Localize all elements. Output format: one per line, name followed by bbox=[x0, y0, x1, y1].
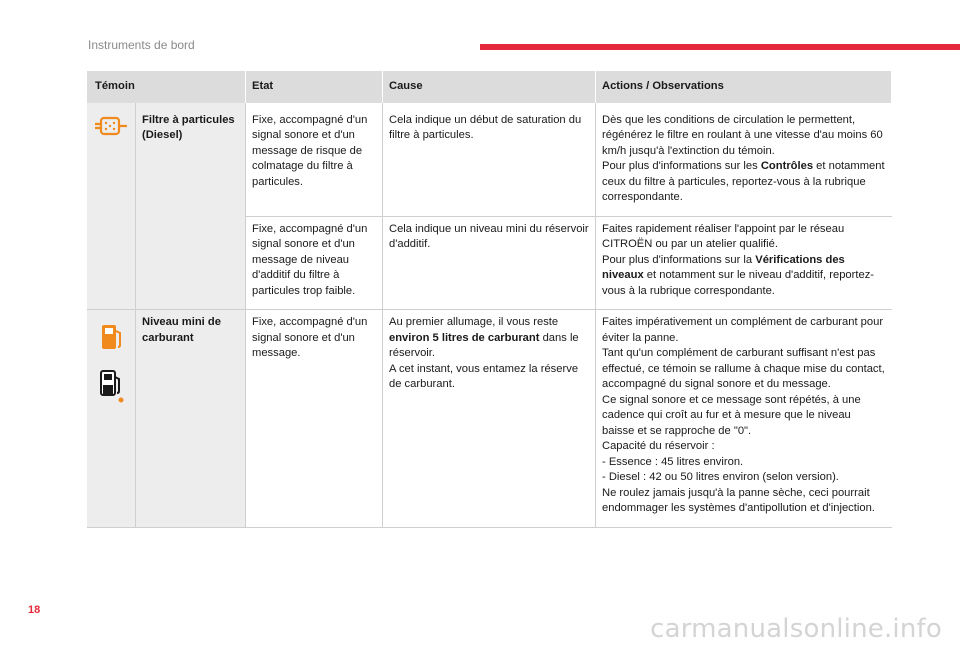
action-text: - Diesel : 42 ou 50 litres environ (selon version). bbox=[602, 471, 839, 483]
cause-text: dans le réservoir. bbox=[389, 331, 579, 359]
cause-cell: Cela indique un début de saturation du filtre à particules. bbox=[383, 103, 596, 217]
cause-text: Au premier allumage, il vous reste bbox=[389, 316, 559, 328]
action-text: Pour plus d'informations sur la bbox=[602, 253, 756, 266]
cause-cell bbox=[383, 310, 596, 528]
action-text: Faites impérativement un complément de carburant pour éviter la panne. bbox=[602, 316, 884, 344]
etat-cell: Fixe, accompagné d'un signal sonore et d'un message de niveau d'additif du filtre à particules trop faible. bbox=[246, 216, 383, 310]
cause-text: A cet instant, vous entamez la réserve de carburant. bbox=[389, 362, 579, 390]
action-text: Pour plus d'informations sur les bbox=[602, 160, 761, 172]
action-text: - Essence : 45 litres environ. bbox=[602, 455, 744, 468]
column-header-cause: Cause bbox=[383, 71, 596, 103]
action-text: Faites rapidement réaliser l'appoint par le réseau CITROËN ou par un atelier qualifié. bbox=[602, 222, 845, 250]
warning-lights-table bbox=[87, 71, 892, 528]
icon-cell bbox=[87, 103, 136, 310]
fuel-pump-icon bbox=[96, 321, 126, 353]
page-number: 18 bbox=[28, 604, 41, 616]
header-accent-bar bbox=[480, 44, 960, 50]
icon-cell bbox=[87, 310, 136, 528]
cause-emphasis-text: environ 5 litres de carburant bbox=[389, 331, 540, 344]
page-header-title: Instruments de bord bbox=[88, 38, 195, 52]
actions-cell bbox=[596, 310, 892, 528]
action-text: Ce signal sonore et ce message sont répétés, à une cadence qui croît au fur et à mesure que le niveau baisse et se rapproche de "0". bbox=[602, 393, 861, 437]
action-text: Tant qu'un complément de carburant suffisant n'est pas effectué, ce témoin se rallume à chaque mise du contact, accompagné du signal sonore et du message. bbox=[602, 347, 885, 390]
table-row bbox=[87, 103, 892, 217]
action-link-text: Contrôles bbox=[760, 160, 814, 172]
watermark-text: carmanualsonline.info bbox=[650, 614, 942, 644]
cause-cell: Cela indique un niveau mini du réservoir d'additif. bbox=[383, 216, 596, 310]
table-row bbox=[87, 310, 892, 528]
fuel-pump-outline-icon bbox=[96, 367, 126, 405]
actions-cell bbox=[596, 103, 892, 217]
action-link-text: Vérifications des niveaux bbox=[602, 253, 845, 281]
warning-name: Niveau mini de carburant bbox=[136, 310, 246, 528]
warning-name: Filtre à particules (Diesel) bbox=[136, 103, 246, 310]
etat-cell: Fixe, accompagné d'un signal sonore et d'un message. bbox=[246, 310, 383, 528]
column-header-etat: Etat bbox=[246, 71, 383, 103]
action-text: Capacité du réservoir : bbox=[602, 440, 715, 452]
column-header-actions: Actions / Observations bbox=[596, 71, 892, 103]
action-text: Dès que les conditions de circulation le permettent, régénérez le filtre en roulant à une vitesse d'au moins 60 km/h jusqu'à l'extinction du témoin. bbox=[602, 113, 883, 157]
action-text: et notamment sur le niveau d'additif, reportez-vous à la rubrique correspondante. bbox=[602, 269, 875, 297]
column-header-temoin: Témoin bbox=[87, 71, 246, 103]
action-text: Ne roulez jamais jusqu'à la panne sèche, ceci pourrait endommager les systèmes d'antipollution et d'injection. bbox=[602, 486, 875, 514]
actions-cell bbox=[596, 216, 892, 310]
table-header-row bbox=[87, 71, 892, 103]
particle-filter-icon bbox=[93, 115, 129, 137]
action-text: et notamment ceux du filtre à particules, reportez-vous à la rubrique correspondante. bbox=[602, 160, 885, 203]
etat-cell: Fixe, accompagné d'un signal sonore et d'un message de risque de colmatage du filtre à particules. bbox=[246, 103, 383, 217]
